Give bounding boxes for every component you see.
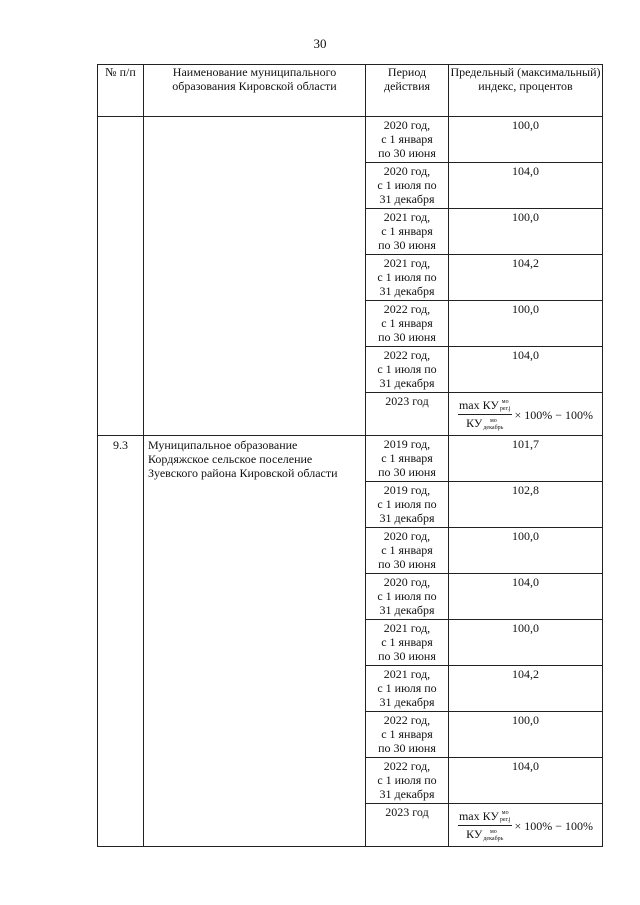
period-cell	[366, 574, 449, 620]
period-line: с 1 июля по	[377, 773, 437, 787]
period-line: с 1 января	[381, 132, 433, 146]
period-cell	[366, 117, 449, 163]
index-value: 104,0	[449, 163, 603, 209]
period-cell	[366, 301, 449, 347]
period-line: 2022 год,	[383, 348, 431, 362]
period-cell: 2023 год	[366, 804, 449, 847]
period-line: с 1 июля по	[377, 589, 437, 603]
index-value: 100,0	[449, 301, 603, 347]
period-line: 2020 год,	[383, 575, 431, 589]
period-line: с 1 июля по	[377, 270, 437, 284]
index-value: 100,0	[449, 620, 603, 666]
index-value: 104,0	[449, 347, 603, 393]
period-line: по 30 июня	[378, 741, 436, 755]
period-line: по 30 июня	[378, 465, 436, 479]
index-formula: max КУ мо рег.j КУ мо декабрь × 100% − 100%	[458, 398, 594, 431]
period-cell	[366, 163, 449, 209]
period-line: 2020 год,	[383, 529, 431, 543]
period-line: 31 декабря	[379, 603, 435, 617]
period-line: с 1 января	[381, 451, 433, 465]
period-line: 31 декабря	[379, 511, 435, 525]
period-line: с 1 января	[381, 316, 433, 330]
index-value: 100,0	[449, 209, 603, 255]
period-line: 31 декабря	[379, 284, 435, 298]
table-row	[98, 117, 603, 163]
period-line: по 30 июня	[378, 557, 436, 571]
index-value: 100,0	[449, 528, 603, 574]
header-num: № п/п	[98, 65, 144, 117]
header-name: Наименование муниципального образования Кировской области	[144, 65, 366, 117]
period-cell	[366, 347, 449, 393]
period-line: 2021 год,	[383, 210, 431, 224]
index-formula: max КУ мо рег.j КУ мо декабрь × 100% − 100%	[458, 809, 594, 842]
period-cell	[366, 255, 449, 301]
formula-cell	[449, 393, 603, 436]
table-row	[98, 436, 603, 482]
tariff-index-table	[97, 64, 603, 847]
period-cell: 2023 год	[366, 393, 449, 436]
period-line: 2022 год,	[383, 759, 431, 773]
period-cell	[366, 620, 449, 666]
period-line: 2022 год,	[383, 713, 431, 727]
period-line: с 1 января	[381, 543, 433, 557]
period-line: с 1 января	[381, 224, 433, 238]
period-line: по 30 июня	[378, 330, 436, 344]
period-line: 2021 год,	[383, 621, 431, 635]
period-cell	[366, 436, 449, 482]
index-value: 102,8	[449, 482, 603, 528]
period-line: 2021 год,	[383, 256, 431, 270]
period-line: 31 декабря	[379, 192, 435, 206]
period-cell	[366, 758, 449, 804]
period-cell	[366, 666, 449, 712]
index-value: 100,0	[449, 117, 603, 163]
period-line: 31 декабря	[379, 376, 435, 390]
index-value: 104,0	[449, 758, 603, 804]
period-line: по 30 июня	[378, 649, 436, 663]
period-line: 2021 год,	[383, 667, 431, 681]
formula-cell	[449, 804, 603, 847]
period-line: с 1 июля по	[377, 497, 437, 511]
period-line: по 30 июня	[378, 146, 436, 160]
row-number	[98, 117, 144, 436]
header-period: Период действия	[366, 65, 449, 117]
index-value: 104,2	[449, 255, 603, 301]
period-line: 2020 год,	[383, 118, 431, 132]
period-line: 2020 год,	[383, 164, 431, 178]
period-line: с 1 июля по	[377, 681, 437, 695]
index-value: 100,0	[449, 712, 603, 758]
period-line: 2019 год,	[383, 483, 431, 497]
period-line: 31 декабря	[379, 787, 435, 801]
index-value: 104,0	[449, 574, 603, 620]
index-value: 101,7	[449, 436, 603, 482]
period-line: с 1 января	[381, 635, 433, 649]
municipality-name	[144, 117, 366, 436]
municipality-name: Муниципальное образование Кордяжское сельское поселение Зуевского района Кировской области	[144, 436, 366, 847]
period-line: 2022 год,	[383, 302, 431, 316]
period-line: с 1 января	[381, 727, 433, 741]
row-number: 9.3	[98, 436, 144, 847]
period-line: с 1 июля по	[377, 178, 437, 192]
period-cell	[366, 528, 449, 574]
period-line: 31 декабря	[379, 695, 435, 709]
period-line: по 30 июня	[378, 238, 436, 252]
index-value: 104,2	[449, 666, 603, 712]
header-index: Предельный (максимальный) индекс, процентов	[449, 65, 603, 117]
period-line: с 1 июля по	[377, 362, 437, 376]
period-line: 2019 год,	[383, 437, 431, 451]
period-cell	[366, 209, 449, 255]
page-number: 30	[313, 36, 327, 51]
period-cell	[366, 482, 449, 528]
period-cell	[366, 712, 449, 758]
